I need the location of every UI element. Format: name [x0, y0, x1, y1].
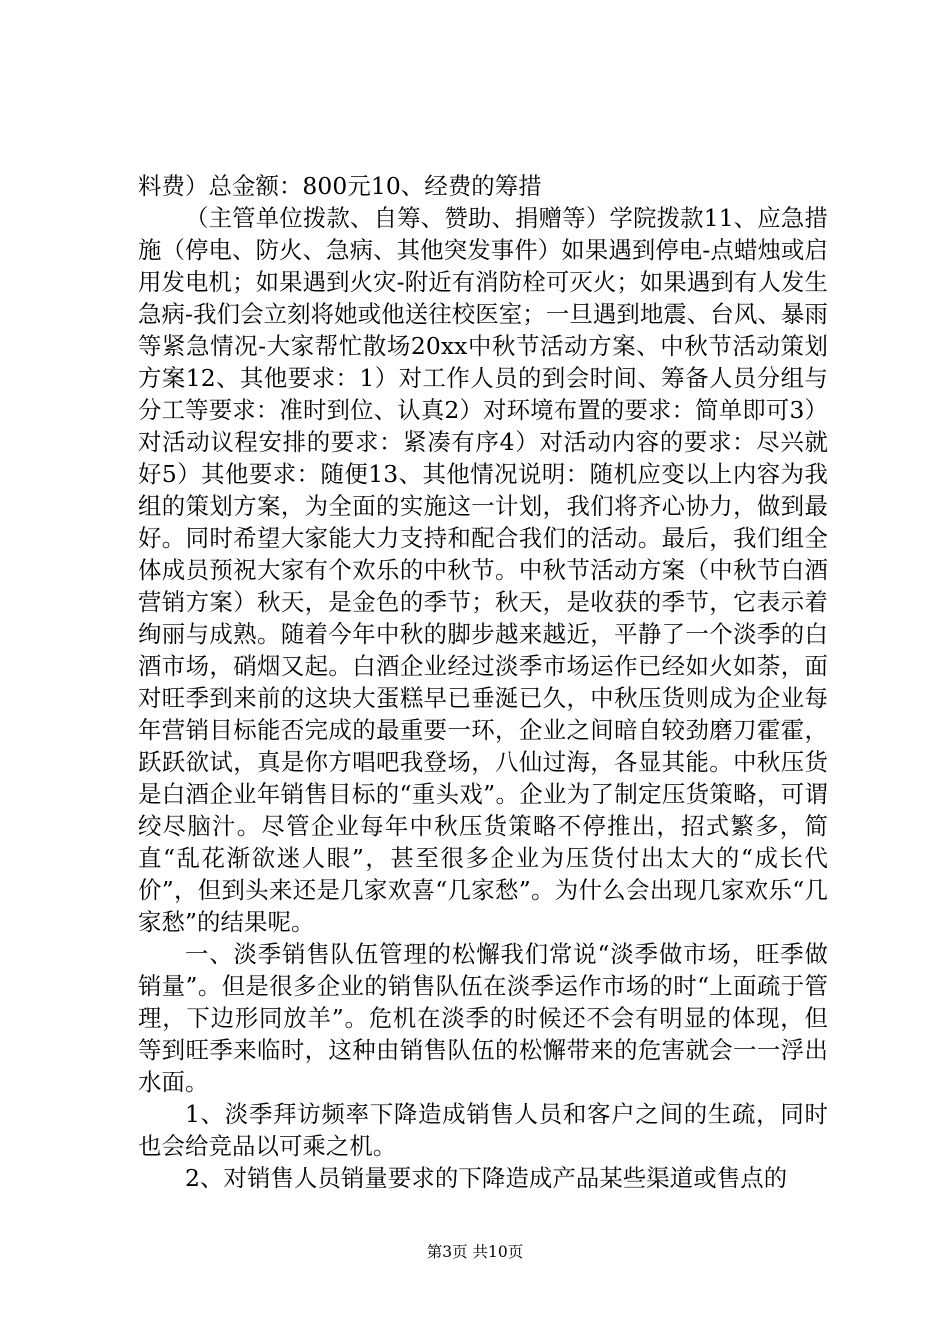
paragraph-1: 料费）总金额：800元10、经费的筹措 — [138, 172, 542, 200]
paragraph-5: 2、对销售人员销量要求的下降造成产品某些渠道或售点的 — [185, 1164, 788, 1192]
paragraph-3: 一、淡季销售队伍管理的松懈我们常说“淡季做市场，旺季做销量”。但是很多企业的销售队伍在淡季运作市场的时“上面疏于管理，下边形同放羊”。危机在淡季的时候还不会有明显的体现，但等到旺季来临时，这种由销售队伍的松懈带来的危害就会一一浮出水面。 — [138, 940, 828, 1096]
page-footer: 第3页 共10页 — [426, 1243, 524, 1261]
paragraph-2: （主管单位拨款、自筹、赞助、捐赠等）学院拨款11、应急措施（停电、防火、急病、其他突发事件）如果遇到停电-点蜡烛或启用发电机；如果遇到火灾-附近有消防栓可灭火；如果遇到有人发生急病-我们会立刻将她或他送往校医室；一旦遇到地震、台风、暴雨等紧急情况-大家帮忙散场20xx中秋节活动方案、中秋节活动策划方案12、其他要求：1）对工作人员的到会时间、筹备人员分组与分工等要求：准时到位、认真2）对环境布置的要求：简单即可3）对活动议程安排的要求：紧凑有序4）对活动内容的要求：尽兴就好5）其他要求：随便13、其他情况说明：随机应变以上内容为我组的策划方案，为全面的实施这一计划，我们将齐心协力，做到最好。同时希望大家能大力支持和配合我们的活动。最后，我们组全体成员预祝大家有个欢乐的中秋节。中秋节活动方案（中秋节白酒营销方案）秋天，是金色的季节；秋天，是收获的季节，它表示着绚丽与成熟。随着今年中秋的脚步越来越近，平静了一个淡季的白酒市场，硝烟又起。白酒企业经过淡季市场运作已经如火如荼，面对旺季到来前的这块大蛋糕早已垂涎已久，中秋压货则成为企业每年营销目标能否完成的最重要一环，企业之间暗自较劲磨刀霍霍，跃跃欲试，真是你方唱吧我登场，八仙过海，各显其能。中秋压货是白酒企业年销售目标的“重头戏”。企业为了制定压货策略，可谓绞尽脑汁。尽管企业每年中秋压货策略不停推出，招式繁多，简直“乱花渐欲迷人眼”，甚至很多企业为压货付出太大的“成长代价”，但到头来还是几家欢喜“几家愁”。为什么会出现几家欢乐“几家愁”的结果呢。 — [138, 204, 828, 936]
paragraph-4: 1、淡季拜访频率下降造成销售人员和客户之间的生疏，同时也会给竞品以可乘之机。 — [138, 1100, 828, 1160]
document-body — [138, 170, 828, 1194]
